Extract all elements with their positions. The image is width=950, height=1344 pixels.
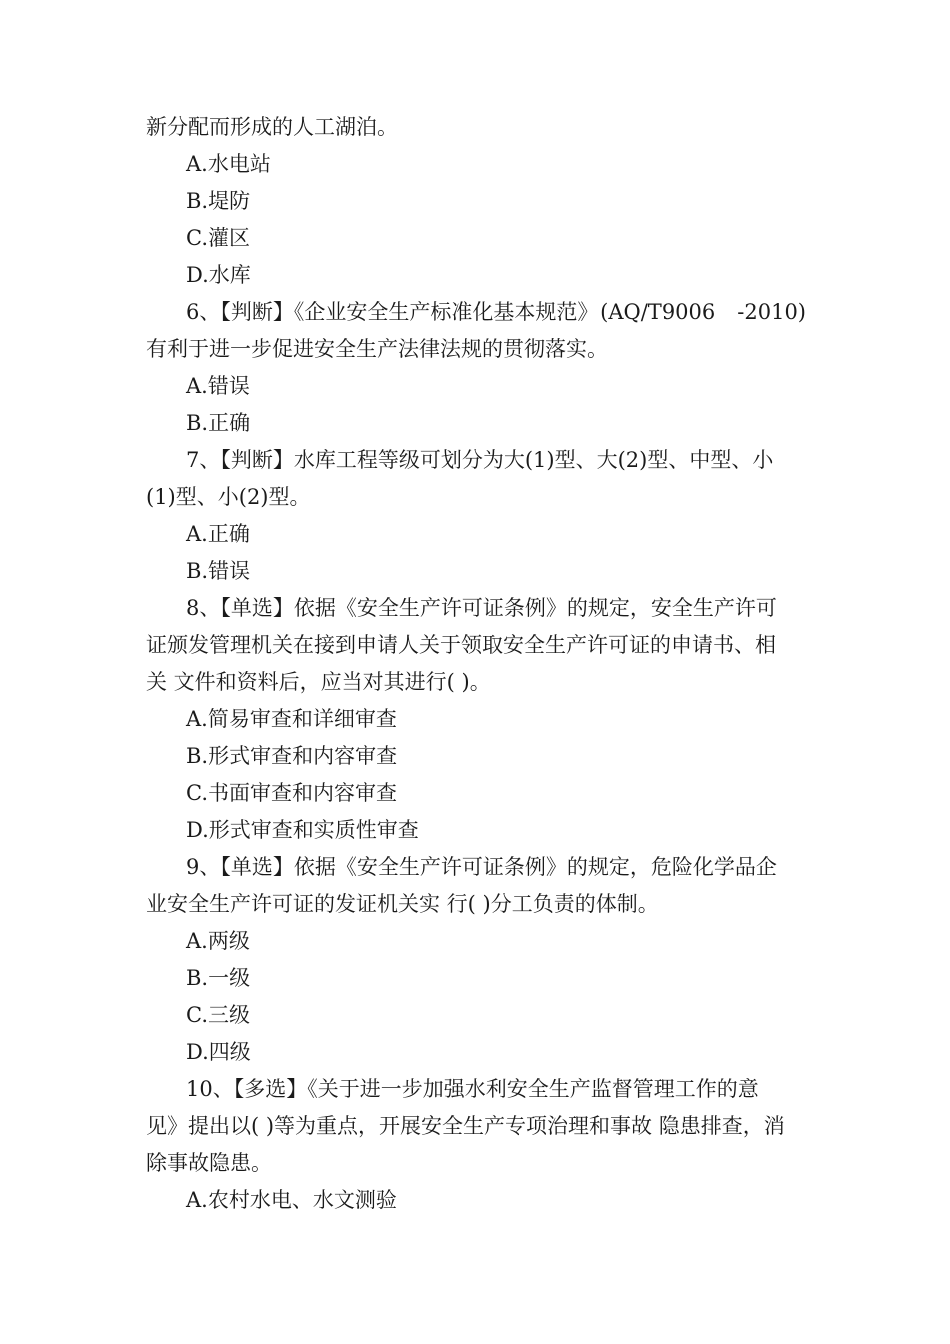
question-10-line-2: 见》提出以( )等为重点，开展安全生产专项治理和事故 隐患排查，消 — [146, 1114, 785, 1138]
question-9-line-2: 业安全生产许可证的发证机关实 行( )分工负责的体制。 — [146, 892, 659, 916]
option-c: C.三级 — [186, 1003, 250, 1027]
option-d: D.四级 — [186, 1040, 251, 1064]
question-7-line-1: 7、【判断】水库工程等级可划分为大(1)型、大(2)型、中型、小 — [186, 448, 774, 472]
question-6-title: 6、【判断】《企业安全生产标准化基本规范》 — [186, 300, 599, 324]
question-6-year: -2010) — [737, 300, 806, 324]
option-a: A.简易审查和详细审查 — [186, 707, 397, 731]
question-10-line-1: 10、【多选】《关于进一步加强水利安全生产监督管理工作的意 — [186, 1077, 759, 1101]
option-a: A.错误 — [186, 374, 250, 398]
question-8-line-2: 证颁发管理机关在接到申请人关于领取安全生产许可证的申请书、相 — [146, 633, 776, 657]
option-b: B.正确 — [186, 411, 251, 435]
question-6-line-2: 有利于进一步促进安全生产法律法规的贯彻落实。 — [146, 337, 608, 361]
question-10-line-3: 除事故隐患。 — [146, 1151, 272, 1175]
question-6-code: (AQ/T9006 — [600, 300, 716, 324]
option-d: D.水库 — [186, 263, 251, 287]
question-9-line-1: 9、【单选】依据《安全生产许可证条例》的规定，危险化学品企 — [186, 855, 777, 879]
option-a: A.正确 — [186, 522, 250, 546]
option-b: B.形式审查和内容审查 — [186, 744, 398, 768]
text-line: 新分配而形成的人工湖泊。 — [146, 115, 398, 139]
question-8-line-3: 关 文件和资料后，应当对其进行( )。 — [146, 670, 491, 694]
option-a: A.两级 — [186, 929, 250, 953]
option-a: A.水电站 — [186, 152, 271, 176]
option-d: D.形式审查和实质性审查 — [186, 818, 419, 842]
option-c: C.书面审查和内容审查 — [186, 781, 397, 805]
option-b: B.错误 — [186, 559, 251, 583]
option-b: B.堤防 — [186, 189, 251, 213]
option-c: C.灌区 — [186, 226, 250, 250]
question-6-line-1 — [186, 294, 806, 331]
option-a: A.农村水电、水文测验 — [186, 1188, 397, 1212]
question-8-line-1: 8、【单选】依据《安全生产许可证条例》的规定，安全生产许可 — [186, 596, 777, 620]
question-7-line-2: (1)型、小(2)型。 — [146, 485, 311, 509]
option-b: B.一级 — [186, 966, 251, 990]
